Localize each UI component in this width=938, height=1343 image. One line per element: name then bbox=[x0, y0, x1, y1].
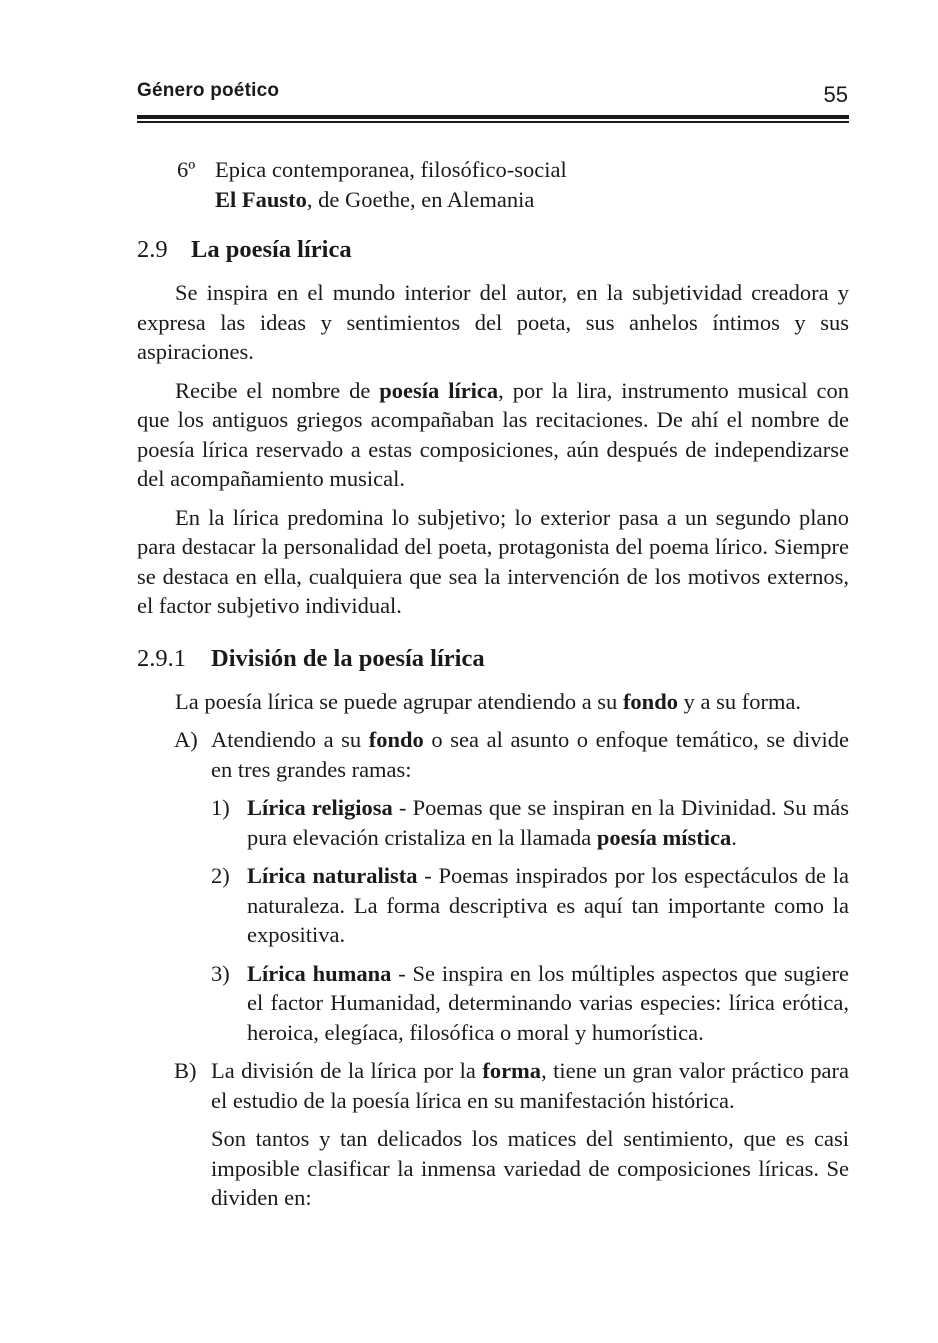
bold-term: poesía lírica bbox=[379, 377, 499, 403]
list-label: 2) bbox=[211, 863, 230, 888]
text-run: Atendiendo a su bbox=[211, 727, 369, 752]
text-run: Recibe el nombre de bbox=[175, 377, 380, 403]
text-run: . bbox=[731, 824, 737, 850]
list-item-a bbox=[137, 725, 849, 784]
bold-term: poesía mística bbox=[596, 824, 732, 850]
running-header: Género poético bbox=[137, 80, 280, 101]
bold-term: Lírica humana bbox=[247, 960, 392, 986]
section-title: La poesía lírica bbox=[191, 236, 352, 263]
list-text bbox=[247, 959, 849, 1048]
text-run: - Poemas inspirados por los espectáculos de la naturaleza. La forma descriptiva es aquí tan importante como la expositiva. bbox=[247, 863, 850, 947]
section-number: 2.9 bbox=[137, 236, 168, 263]
epic-item bbox=[137, 155, 849, 214]
text-run: - Se inspira en los múltiples aspectos que sugiere el factor Humanidad, determinando varias especies: lírica erótica, heroica, elegíaca, filosófica o moral y humorística. bbox=[247, 960, 849, 1045]
text-run: - Poemas que se inspiran en la Divinidad. Su más pura elevación cristaliza en la llamada bbox=[247, 795, 849, 850]
page-content bbox=[137, 155, 849, 1222]
text-run: o sea al asunto o enfoque temático, se divide en tres grandes ramas: bbox=[211, 727, 849, 782]
paragraph bbox=[137, 376, 849, 494]
list-text bbox=[247, 861, 849, 950]
text-run: La poesía lírica se puede agrupar atendiendo a su bbox=[175, 688, 623, 714]
epic-item-rest: , de Goethe, en Alemania bbox=[306, 186, 535, 212]
list-label: B) bbox=[174, 1058, 197, 1083]
bold-term: fondo bbox=[368, 727, 424, 752]
header-rule-thin bbox=[137, 121, 849, 123]
list-item-3 bbox=[137, 959, 849, 1048]
list-item-2 bbox=[137, 861, 849, 950]
list-text: Son tantos y tan delicados los matices del sentimiento, que es casi imposible clasificar la inmensa variedad de composiciones líricas. Se dividen en: bbox=[211, 1126, 849, 1210]
list-text bbox=[211, 725, 849, 784]
epic-item-number: 6º bbox=[177, 157, 196, 182]
list-text bbox=[247, 793, 849, 852]
page-number: 55 bbox=[823, 82, 848, 107]
section-title: División de la poesía lírica bbox=[211, 644, 485, 672]
paragraph: En la lírica predomina lo subjetivo; lo exterior pasa a un segundo plano para destacar la personalidad del poeta, protagonista del poema lírico. Siempre se destaca en ella, cualquiera que sea la intervención de los motivos externos, el factor subjetivo individual. bbox=[137, 504, 849, 618]
bold-term: Lírica naturalista bbox=[247, 863, 418, 888]
bold-term: Lírica religiosa bbox=[247, 795, 393, 820]
section-heading-2-9-1 bbox=[137, 643, 849, 675]
list-item-1 bbox=[137, 793, 849, 852]
epic-item-work: El Fausto bbox=[215, 186, 307, 212]
list-item-b bbox=[137, 1056, 849, 1213]
list-label: 1) bbox=[211, 795, 230, 820]
bold-term: fondo bbox=[622, 688, 678, 714]
text-run: y a su forma. bbox=[677, 688, 802, 714]
list-text bbox=[211, 1056, 849, 1115]
text-run: , por la lira, instrumento musical con que los antiguos griegos acompañaban las recitaciones. De ahí el nombre de poesía lírica reservado a estas composiciones, aún después de independizarse del acompañamiento musical. bbox=[137, 377, 849, 491]
list-label: A) bbox=[174, 727, 198, 752]
section-heading-2-9 bbox=[137, 234, 849, 266]
paragraph bbox=[137, 687, 849, 717]
text-run: La división de la lírica por la bbox=[211, 1058, 483, 1083]
text-run: , tiene un gran valor práctico para el estudio de la poesía lírica en su manifestación histórica. bbox=[211, 1058, 849, 1113]
list-label: 3) bbox=[211, 960, 230, 986]
paragraph: Se inspira en el mundo interior del autor, en la subjetividad creadora y expresa las ideas y sentimientos del poeta, sus anhelos íntimos y sus aspiraciones. bbox=[137, 280, 849, 364]
bold-term: forma bbox=[482, 1058, 542, 1083]
epic-item-title: Epica contemporanea, filosófico-social bbox=[215, 157, 567, 182]
header-rule-thick bbox=[137, 115, 849, 119]
section-number: 2.9.1 bbox=[137, 644, 186, 672]
